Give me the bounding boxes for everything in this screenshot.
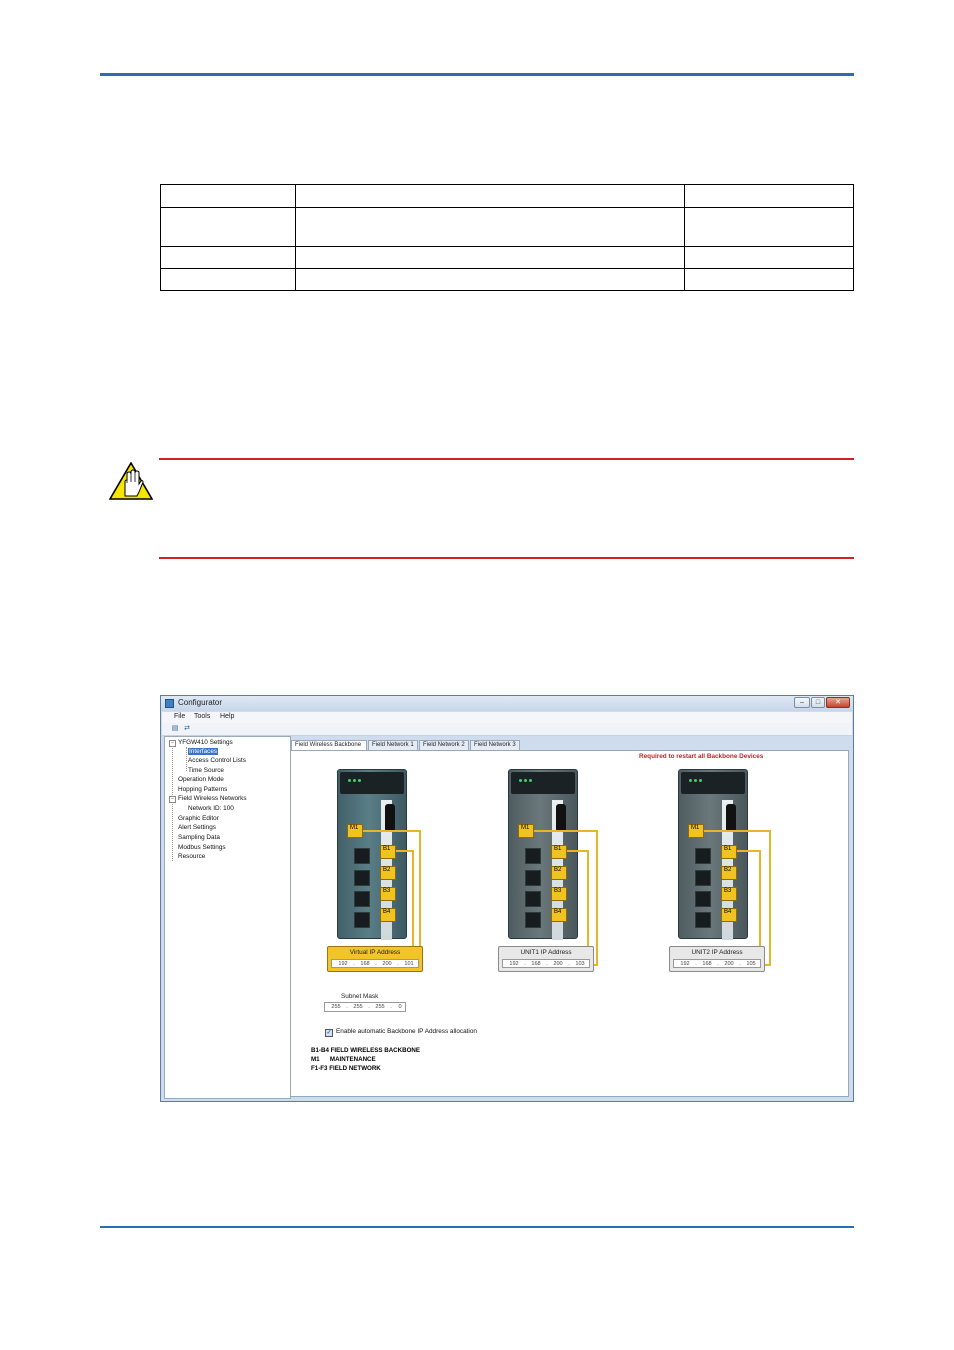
cable-outline xyxy=(733,850,761,958)
ip-octet: 168 xyxy=(702,961,712,967)
ip-octet: 101 xyxy=(404,961,414,967)
tag-b2: B2 xyxy=(551,866,567,880)
legend-maintenance: M1 MAINTENANCE xyxy=(311,1056,376,1063)
tag-b4: B4 xyxy=(721,908,737,922)
tree-item-interfaces[interactable]: Interfaces xyxy=(189,748,218,755)
device-head xyxy=(340,772,404,794)
ip-dot: . xyxy=(546,961,548,967)
device-head xyxy=(681,772,745,794)
configurator-window xyxy=(160,695,854,1102)
tab-field-network-1[interactable]: Field Network 1 xyxy=(368,740,418,750)
menu-tools[interactable]: Tools xyxy=(194,713,211,720)
tree-item-root[interactable]: YFGW410 Settings xyxy=(178,739,233,746)
ip-label: UNIT1 IP Address xyxy=(520,949,572,956)
tab-field-network-3[interactable]: Field Network 3 xyxy=(470,740,520,750)
tab-field-network-2[interactable]: Field Network 2 xyxy=(419,740,469,750)
document-icon[interactable]: ▤ xyxy=(171,725,179,732)
tree-item-access-control-lists[interactable]: Access Control Lists xyxy=(188,757,246,764)
ip-dot: . xyxy=(390,1004,392,1010)
menu-bar xyxy=(162,712,852,723)
tree-item-alert-settings[interactable]: Alert Settings xyxy=(178,824,217,831)
minimize-button[interactable]: – xyxy=(794,697,810,708)
ip-label: UNIT2 IP Address xyxy=(691,949,743,956)
table-cell xyxy=(685,247,854,269)
tree-item-field-wireless-networks[interactable]: Field Wireless Networks xyxy=(178,795,247,802)
status-led xyxy=(348,779,351,782)
table-cell xyxy=(296,185,685,208)
ip-octet: 103 xyxy=(575,961,585,967)
status-led xyxy=(353,779,356,782)
subnet-octet: 0 xyxy=(398,1004,402,1010)
spec-table xyxy=(160,184,854,291)
header-rule xyxy=(100,73,854,76)
tag-m1: M1 xyxy=(518,824,534,838)
subnet-mask-label: Subnet Mask xyxy=(341,993,379,1000)
unit2-ip-box xyxy=(669,946,765,972)
ip-label: Virtual IP Address xyxy=(349,949,401,956)
tree-item-modbus-settings[interactable]: Modbus Settings xyxy=(178,844,226,851)
ip-address-field[interactable] xyxy=(331,959,419,968)
tag-b3: B3 xyxy=(721,887,737,901)
ip-octet: 200 xyxy=(553,961,563,967)
antenna-connector xyxy=(556,804,566,832)
tree-item-sampling-data[interactable]: Sampling Data xyxy=(178,834,220,841)
status-led xyxy=(694,779,697,782)
ip-octet: 200 xyxy=(724,961,734,967)
tag-b4: B4 xyxy=(551,908,567,922)
status-led xyxy=(358,779,361,782)
close-button[interactable]: ✕ xyxy=(826,697,850,708)
tree-item-network-id[interactable]: Network ID: 100 xyxy=(188,805,234,812)
settings-tree xyxy=(164,736,291,1099)
status-led xyxy=(529,779,532,782)
ip-octet: 200 xyxy=(382,961,392,967)
warning-bottom-rule xyxy=(159,557,854,559)
tree-item-resource[interactable]: Resource xyxy=(178,853,206,860)
restart-notice: Required to restart all Backbone Devices xyxy=(639,753,764,760)
table-cell xyxy=(296,247,685,269)
toolbar xyxy=(162,723,852,736)
tag-m1: M1 xyxy=(688,824,704,838)
legend-field-network: F1-F3 FIELD NETWORK xyxy=(311,1065,381,1072)
auto-ip-checkbox[interactable]: ✓ xyxy=(326,1030,332,1036)
ip-dot: . xyxy=(739,961,741,967)
tree-item-hopping-patterns[interactable]: Hopping Patterns xyxy=(178,786,228,793)
virtual-ip-box xyxy=(327,946,423,972)
ip-dot: . xyxy=(346,1004,348,1010)
ip-dot: . xyxy=(695,961,697,967)
tree-line xyxy=(186,747,187,771)
ip-dot: . xyxy=(368,1004,370,1010)
table-cell xyxy=(685,185,854,208)
subnet-octet: 255 xyxy=(331,1004,341,1010)
table-cell xyxy=(296,208,685,247)
device-head xyxy=(511,772,575,794)
connect-icon[interactable]: ⇄ xyxy=(184,725,190,732)
table-cell xyxy=(296,269,685,291)
window-title: Configurator xyxy=(178,698,223,707)
tag-b4: B4 xyxy=(380,908,396,922)
subnet-octet: 255 xyxy=(375,1004,385,1010)
ip-octet: 192 xyxy=(338,961,348,967)
table-cell xyxy=(161,269,296,291)
footer-rule xyxy=(100,1226,854,1228)
tree-item-graphic-editor[interactable]: Graphic Editor xyxy=(178,815,219,822)
status-led xyxy=(689,779,692,782)
ip-dot: . xyxy=(375,961,377,967)
table-cell xyxy=(161,208,296,247)
maximize-button[interactable]: □ xyxy=(811,697,825,708)
tag-b3: B3 xyxy=(551,887,567,901)
app-icon xyxy=(165,699,174,708)
table-cell xyxy=(685,208,854,247)
tree-line xyxy=(172,746,173,861)
table-cell xyxy=(685,269,854,291)
ip-octet: 192 xyxy=(680,961,690,967)
tag-b1: B1 xyxy=(551,845,567,859)
tag-b1: B1 xyxy=(721,845,737,859)
menu-file[interactable]: File xyxy=(174,713,186,720)
unit1-ip-box xyxy=(498,946,594,972)
ip-dot: . xyxy=(524,961,526,967)
auto-ip-label: Enable automatic Backbone IP Address allocation xyxy=(336,1028,477,1035)
status-led xyxy=(699,779,702,782)
ip-address-field[interactable] xyxy=(502,959,590,968)
tag-b1: B1 xyxy=(380,845,396,859)
status-led xyxy=(519,779,522,782)
subnet-octet: 255 xyxy=(353,1004,363,1010)
warning-top-rule xyxy=(159,458,854,460)
tag-b2: B2 xyxy=(721,866,737,880)
ip-octet: 168 xyxy=(531,961,541,967)
tab-field-wireless-backbone[interactable]: Field Wireless Backbone xyxy=(291,740,367,751)
table-cell xyxy=(161,185,296,208)
auto-ip-option xyxy=(325,1028,477,1037)
antenna-connector xyxy=(385,804,395,832)
tree-item-operation-mode[interactable]: Operation Mode xyxy=(178,776,224,783)
ip-octet: 192 xyxy=(509,961,519,967)
window-titlebar xyxy=(161,696,853,711)
legend-backbone: B1-B4 FIELD WIRELESS BACKBONE xyxy=(311,1047,420,1054)
ip-dot: . xyxy=(353,961,355,967)
subnet-mask-field[interactable] xyxy=(324,1002,406,1012)
tree-item-time-source[interactable]: Time Source xyxy=(188,767,224,774)
collapse-icon[interactable]: − xyxy=(169,796,176,803)
tag-b3: B3 xyxy=(380,887,396,901)
table-cell xyxy=(161,247,296,269)
ip-address-field[interactable] xyxy=(673,959,761,968)
tag-m1: M1 xyxy=(347,824,363,838)
ip-dot: . xyxy=(397,961,399,967)
menu-help[interactable]: Help xyxy=(220,713,235,720)
ip-dot: . xyxy=(717,961,719,967)
ip-dot: . xyxy=(568,961,570,967)
collapse-icon[interactable]: − xyxy=(169,740,176,747)
status-led xyxy=(524,779,527,782)
tag-b2: B2 xyxy=(380,866,396,880)
ip-octet: 105 xyxy=(746,961,756,967)
hand-warning-icon xyxy=(109,462,153,500)
ip-octet: 168 xyxy=(360,961,370,967)
antenna-connector xyxy=(726,804,736,832)
